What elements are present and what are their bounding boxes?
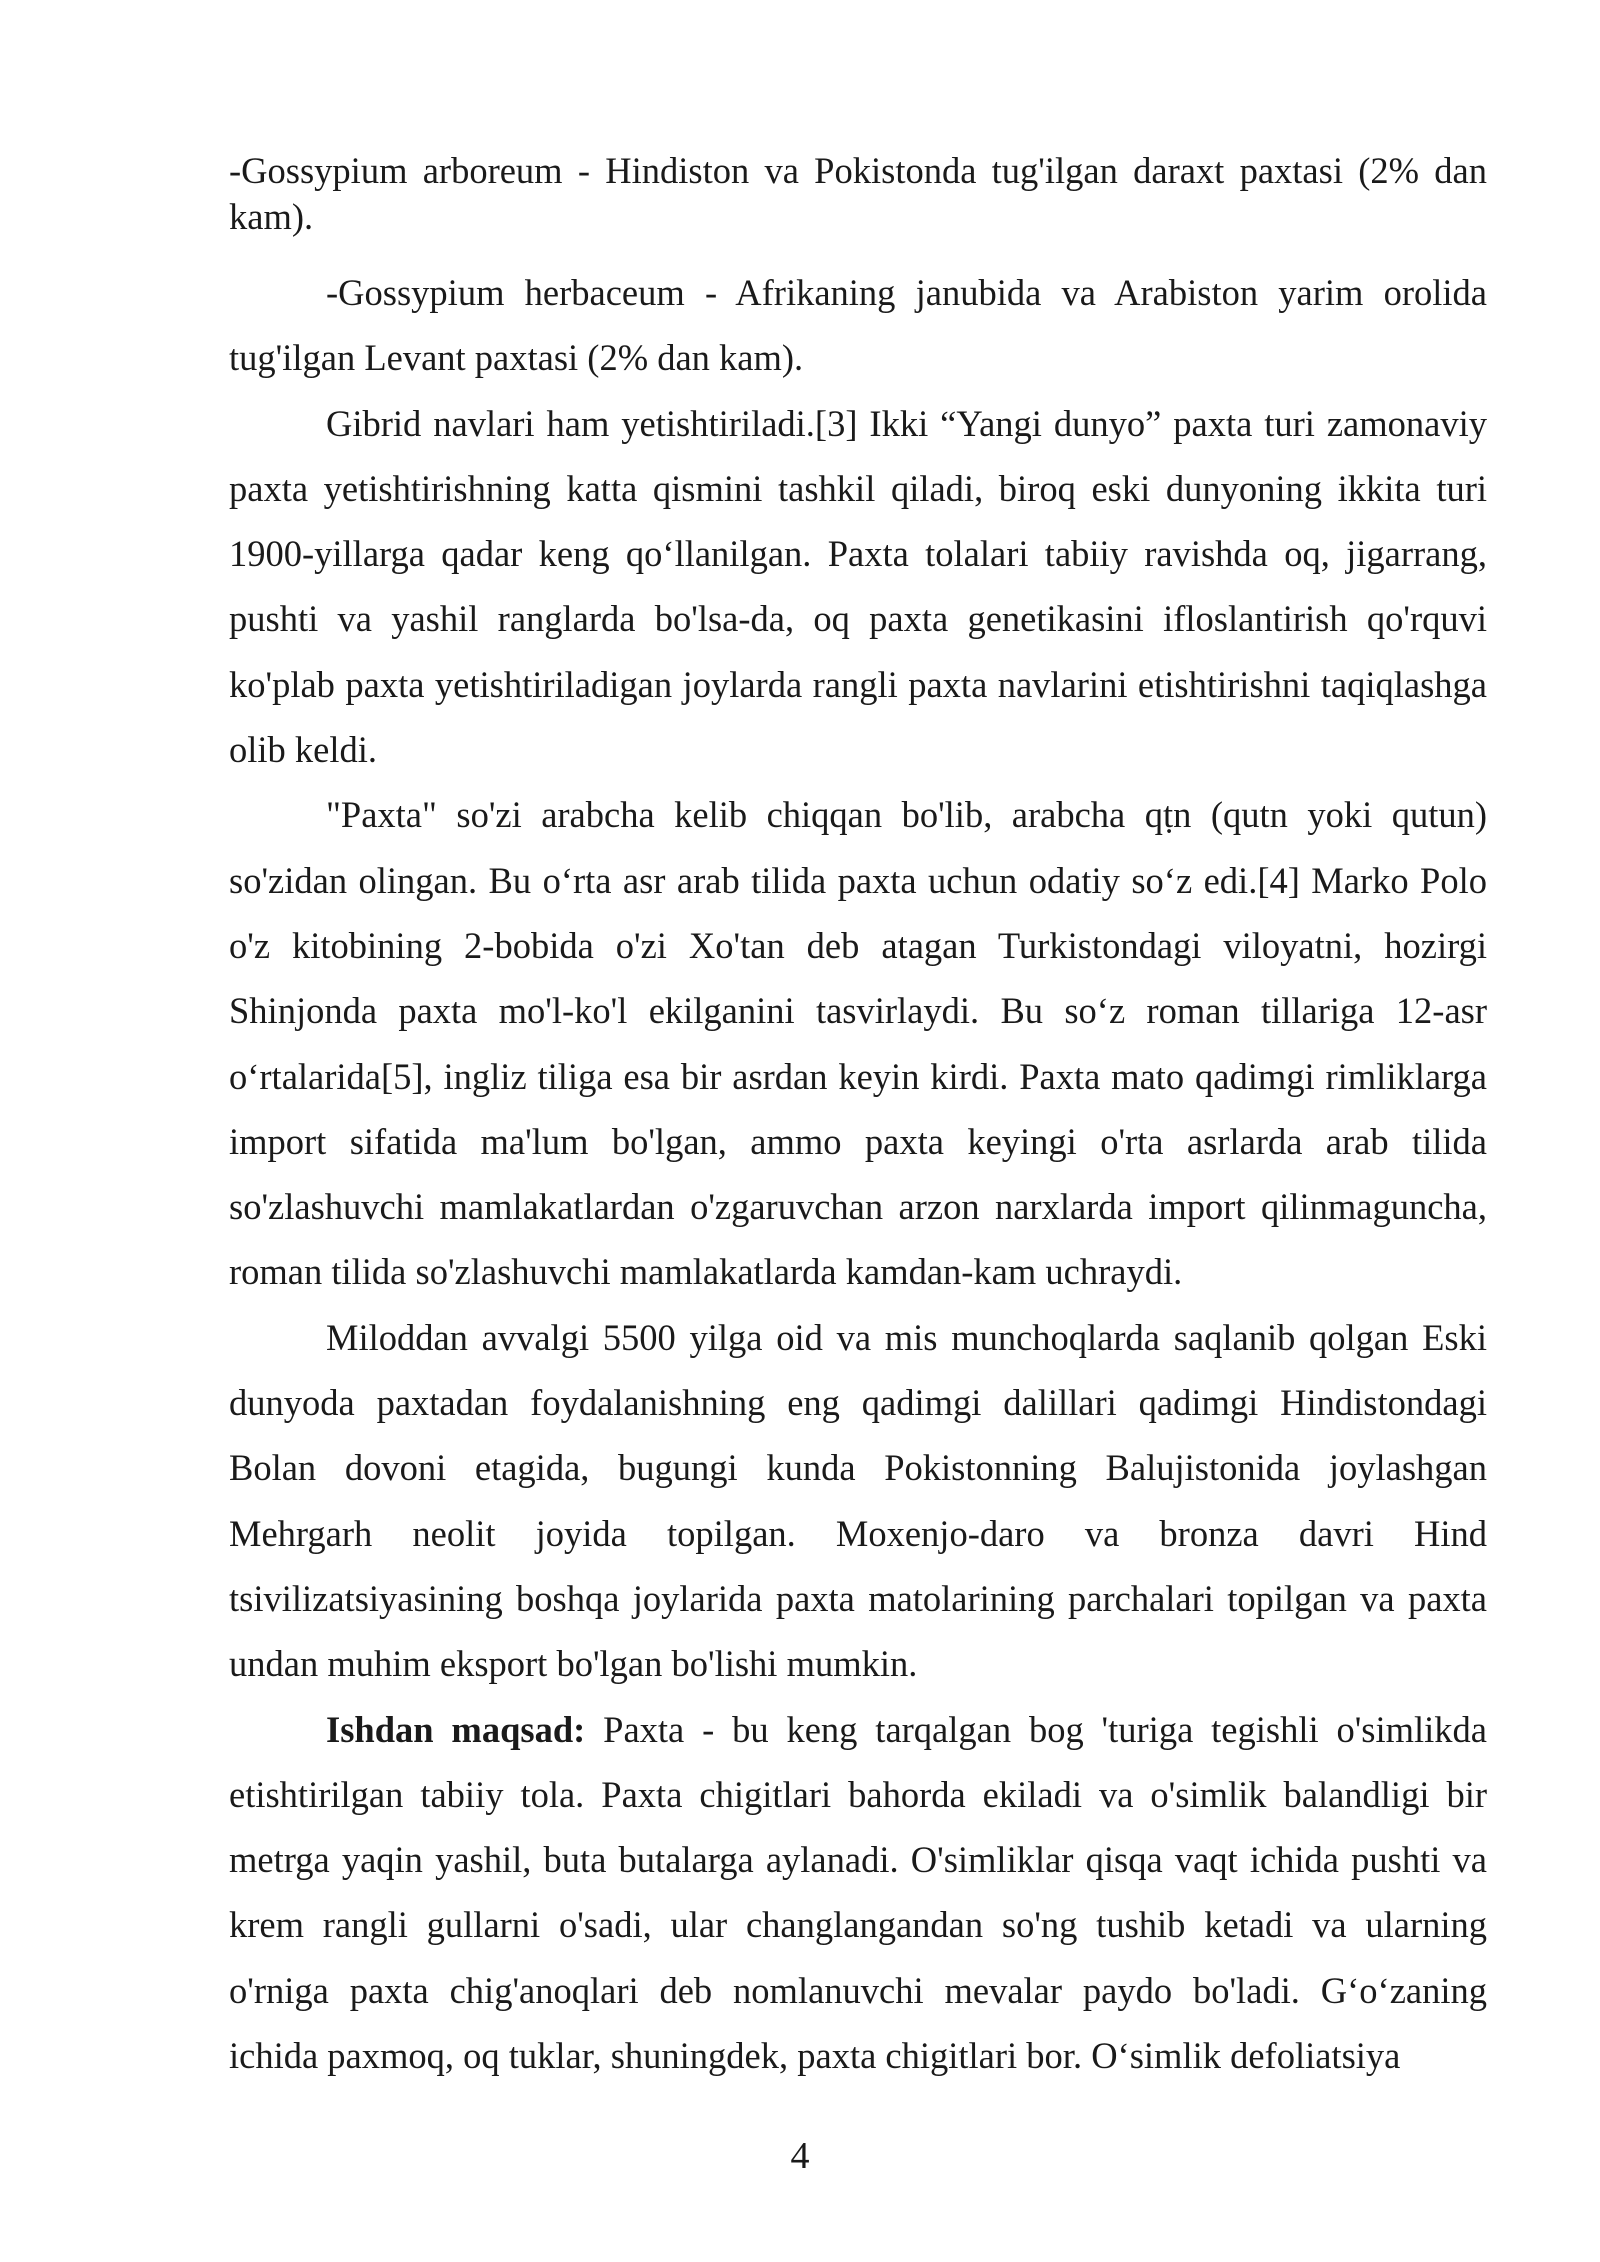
work-goal-heading: Ishdan maqsad: bbox=[326, 1708, 586, 1750]
page-number: 4 bbox=[790, 2135, 810, 2177]
paragraph-gossypium-arboreum: -Gossypium arboreum - Hindiston va Pokistonda tug'ilgan daraxt paxtasi (2% dan kam). bbox=[229, 150, 1487, 237]
paragraph-hybrid-varieties: Gibrid navlari ham yetishtiriladi.[3] Ikki “Yangi dunyo” paxta turi zamonaviy paxta yetishtirishning katta qismini tashkil qiladi, biroq eski dunyoning ikkita turi 1900-yillarga qadar keng qo‘llanilgan. Paxta tolalari tabiiy ravishda oq, jigarrang, pushti va yashil ranglarda bo'lsa-da, oq paxta genetikasini ifloslantirish qo'rquvi ko'plab paxta yetishtiriladigan joylarda rangli paxta navlarini etishtirishni taqiqlashga olib keldi. bbox=[229, 402, 1487, 771]
paragraph-word-etymology: "Paxta" so'zi arabcha kelib chiqqan bo'lib, arabcha qṭn (qutn yoki qutun) so'zidan olingan. Bu o‘rta asr arab tilida paxta uchun odatiy so‘z edi.[4] Marko Polo o'z kitobining 2-bobida o'zi Xo'tan deb atagan Turkistondagi viloyatni, hozirgi Shinjonda paxta mo'l-ko'l ekilganini tasvirlaydi. Bu so‘z roman tillariga 12-asr o‘rtalarida[5], ingliz tiliga esa bir asrdan keyin kirdi. Paxta mato qadimgi rimliklarga import sifatida ma'lum bo'lgan, ammo paxta keyingi o'rta asrlarda arab tilida so'zlashuvchi mamlakatlardan o'zgaruvchan arzon narxlarda import qilinmaguncha, roman tilida so'zlashuvchi mamlakatlarda kamdan-kam uchraydi. bbox=[229, 794, 1487, 1293]
paragraph-work-goal bbox=[229, 1697, 1487, 2089]
work-goal-text: Paxta - bu keng tarqalgan bog 'turiga tegishli o'simlikda etishtirilgan tabiiy tola. Paxta chigitlari bahorda ekiladi va o'simlik balandligi bir metrga yaqin yashil, buta butalarga aylanadi. O'simliklar qisqa vaqt ichida pushti va krem rangli gullarni o'sadi, ular changlangandan so'ng tushib ketadi va ularning o'rniga paxta chig'anoqlari deb nomlanuvchi mevalar paydo bo'ladi. G‘o‘zaning ichida paxmoq, oq tuklar, shuningdek, paxta chigitlari bor. O‘simlik defoliatsiya bbox=[229, 1708, 1488, 2077]
paragraph-gossypium-herbaceum: -Gossypium herbaceum - Afrikaning janubida va Arabiston yarim orolida tug'ilgan Levant paxtasi (2% dan kam). bbox=[229, 272, 1487, 379]
paragraph-ancient-evidence: Miloddan avvalgi 5500 yilga oid va mis munchoqlarda saqlanib qolgan Eski dunyoda paxtadan foydalanishning eng qadimgi dalillari qadimgi Hindistondagi Bolan dovoni etagida, bugungi kunda Pokistonning Balujistonida joylashgan Mehrgarh neolit joyida topilgan. Moxenjo-daro va bronza davri Hind tsivilizatsiyasining boshqa joylarida paxta matolarining parchalari topilgan va paxta undan muhim eksport bo'lgan bo'lishi mumkin. bbox=[229, 1316, 1487, 1685]
body-text bbox=[229, 148, 1487, 2088]
